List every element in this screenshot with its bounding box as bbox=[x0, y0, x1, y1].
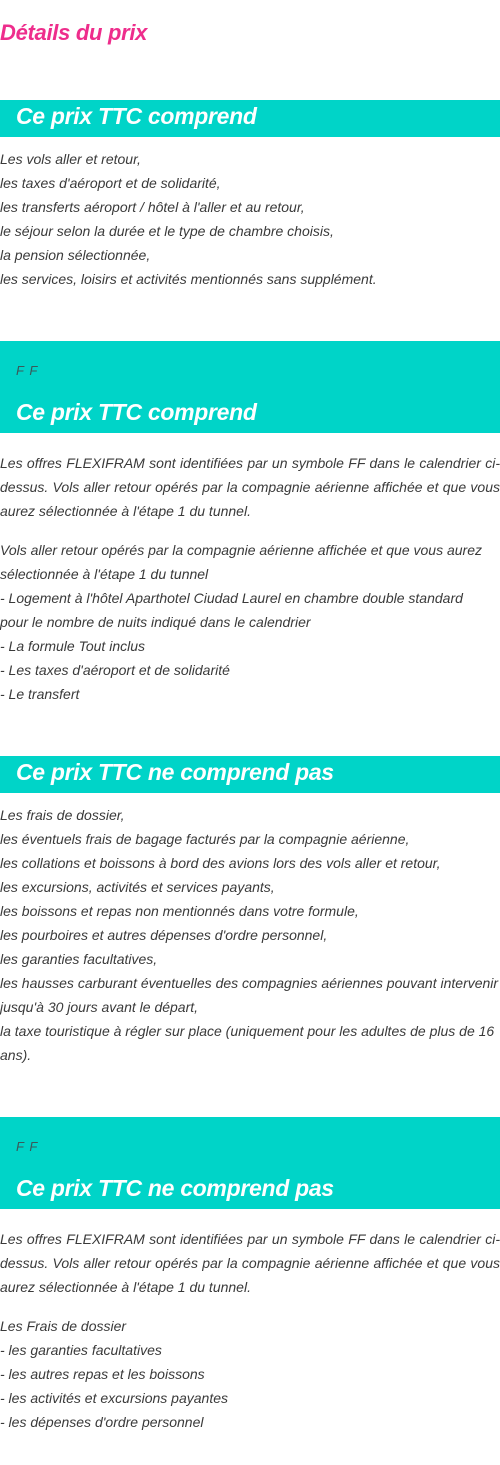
list-item: - les autres repas et les boissons bbox=[0, 1366, 205, 1382]
ff-tag: F F bbox=[16, 1139, 39, 1154]
list-item: la pension sélectionnée, bbox=[0, 247, 151, 263]
list-item: les services, loisirs et activités mentionnés sans supplément. bbox=[0, 271, 377, 287]
list-item: - les garanties facultatives bbox=[0, 1342, 162, 1358]
excluded-ff-intro: Les offres FLEXIFRAM sont identifiées par un symbole FF dans le calendrier ci-dessus. Vols aller retour opérés par la compagnie aérienne affichée et que vous aurez sélectionnée à l'étape 1 du tunnel. bbox=[0, 1231, 500, 1295]
list-item: ans). bbox=[0, 1047, 32, 1063]
included-band bbox=[0, 100, 500, 137]
list-item: - Les taxes d'aéroport et de solidarité bbox=[0, 662, 230, 678]
included-ff-list bbox=[0, 538, 500, 706]
excluded-band bbox=[0, 756, 500, 793]
excluded-ff-band bbox=[0, 1117, 500, 1209]
list-item: jusqu'à 30 jours avant le départ, bbox=[0, 999, 199, 1015]
list-item: - Le transfert bbox=[0, 686, 80, 702]
ff-tag: F F bbox=[16, 363, 39, 378]
list-item: - les activités et excursions payantes bbox=[0, 1390, 228, 1406]
list-item: pour le nombre de nuits indiqué dans le calendrier bbox=[0, 614, 311, 630]
list-item: - La formule Tout inclus bbox=[0, 638, 145, 654]
list-item: les éventuels frais de bagage facturés par la compagnie aérienne, bbox=[0, 831, 410, 847]
page-title: Détails du prix bbox=[0, 20, 148, 45]
list-item: Les frais de dossier, bbox=[0, 807, 125, 823]
included-ff-heading: Ce prix TTC comprend bbox=[16, 399, 257, 425]
list-item: les collations et boissons à bord des avions lors des vols aller et retour, bbox=[0, 855, 441, 871]
list-item: les excursions, activités et services payants, bbox=[0, 879, 275, 895]
list-item: Vols aller retour opérés par la compagnie aérienne affichée et que vous aurez bbox=[0, 542, 482, 558]
list-item: les transferts aéroport / hôtel à l'aller et au retour, bbox=[0, 199, 305, 215]
list-item: les boissons et repas non mentionnés dans votre formule, bbox=[0, 903, 359, 919]
list-item: Les vols aller et retour, bbox=[0, 151, 141, 167]
list-item: la taxe touristique à régler sur place (uniquement pour les adultes de plus de 16 bbox=[0, 1023, 495, 1039]
included-ff-band bbox=[0, 341, 500, 433]
list-item: sélectionnée à l'étape 1 du tunnel bbox=[0, 566, 209, 582]
excluded-ff-list bbox=[0, 1314, 500, 1434]
list-item: le séjour selon la durée et le type de chambre choisis, bbox=[0, 223, 334, 239]
included-list bbox=[0, 147, 500, 291]
list-item: les pourboires et autres dépenses d'ordre personnel, bbox=[0, 927, 328, 943]
list-item: les hausses carburant éventuelles des compagnies aériennes pouvant intervenir bbox=[0, 975, 499, 991]
list-item: les garanties facultatives, bbox=[0, 951, 158, 967]
excluded-ff-heading: Ce prix TTC ne comprend pas bbox=[16, 1175, 334, 1201]
included-ff-intro: Les offres FLEXIFRAM sont identifiées par un symbole FF dans le calendrier ci-dessus. Vols aller retour opérés par la compagnie aérienne affichée et que vous aurez sélectionnée à l'étape 1 du tunnel. bbox=[0, 455, 500, 519]
excluded-list bbox=[0, 803, 500, 1067]
list-item: les taxes d'aéroport et de solidarité, bbox=[0, 175, 221, 191]
list-item: Les Frais de dossier bbox=[0, 1318, 127, 1334]
list-item: - Logement à l'hôtel Aparthotel Ciudad Laurel en chambre double standard bbox=[0, 590, 463, 606]
list-item: - les dépenses d'ordre personnel bbox=[0, 1414, 204, 1430]
included-heading: Ce prix TTC comprend bbox=[16, 103, 257, 129]
excluded-heading: Ce prix TTC ne comprend pas bbox=[16, 759, 334, 785]
